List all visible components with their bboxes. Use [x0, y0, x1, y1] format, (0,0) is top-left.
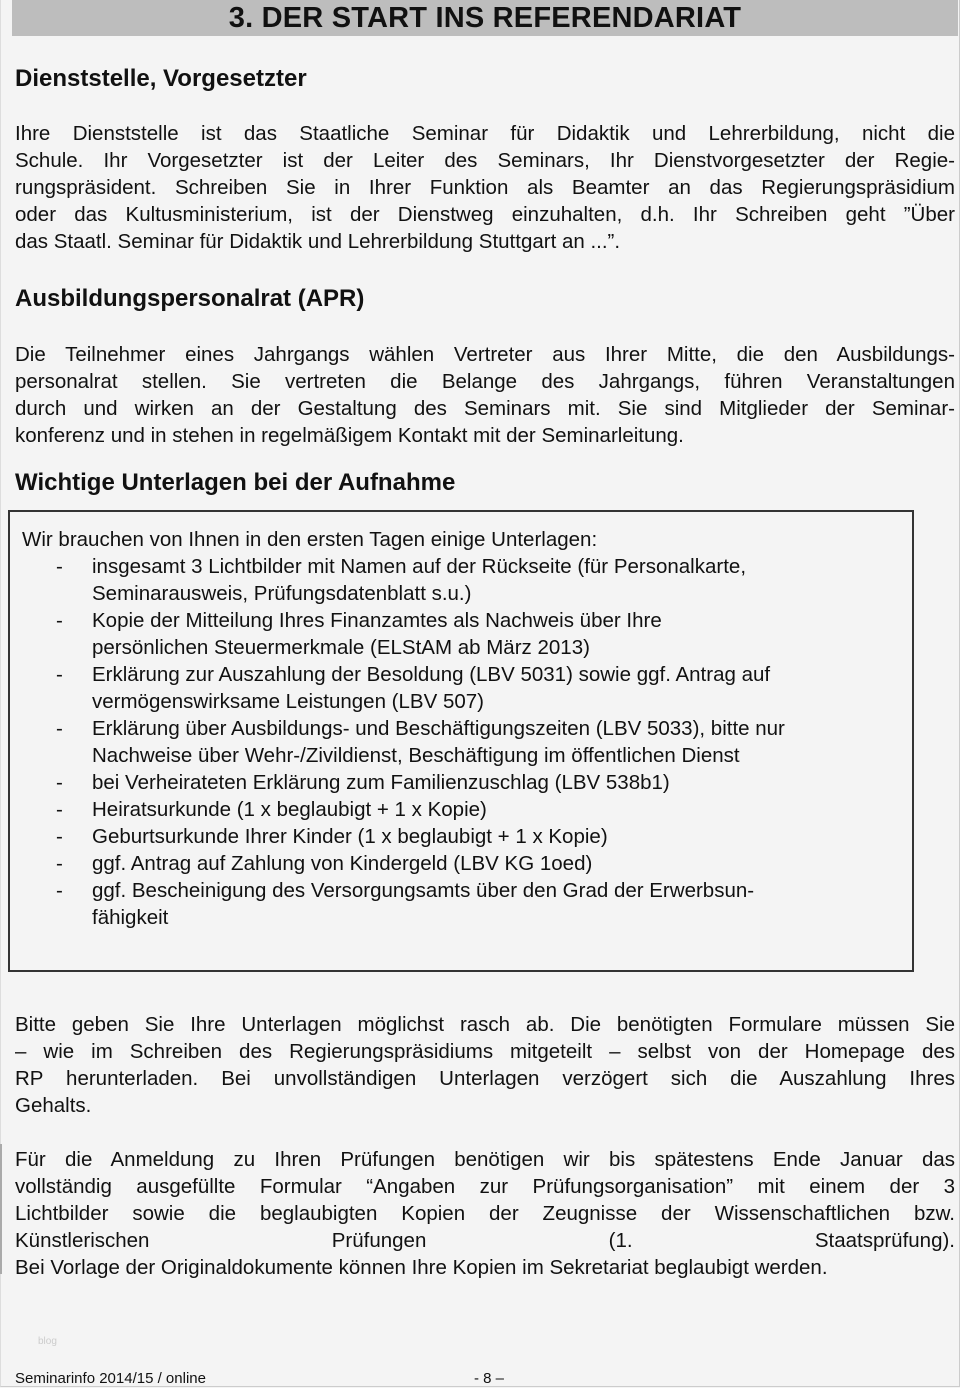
- list-item-text: bei Verheirateten Erklärung zum Familienzuschlag (LBV 538b1): [92, 771, 670, 794]
- text-line: Bitte geben Sie Ihre Unterlagen möglichst rasch ab. Die benötigten Formulare müssen Sie: [15, 1013, 955, 1036]
- list-item-text: persönlichen Steuermerkmale (ELStAM ab März 2013): [92, 636, 590, 659]
- margin-bar: [0, 1144, 2, 1274]
- list-item-text: Geburtsurkunde Ihrer Kinder (1 x beglaubigt + 1 x Kopie): [92, 825, 608, 848]
- list-item: [22, 688, 892, 715]
- list-item: [22, 634, 892, 661]
- text-line: – wie im Schreiben des Regierungspräsidiums mitgeteilt – selbst von der Homepage des: [15, 1040, 955, 1063]
- heading-dienststelle: Dienststelle, Vorgesetzter: [15, 65, 307, 92]
- heading-apr: Ausbildungspersonalrat (APR): [15, 285, 365, 312]
- bullet-dash: -: [56, 771, 63, 794]
- text-line: Künstlerischen Prüfungen (1. Staatsprüfung).: [15, 1229, 955, 1252]
- text-line: Die Teilnehmer eines Jahrgangs wählen Vertreter aus Ihrer Mitte, die den Ausbildungs-: [15, 343, 955, 366]
- list-item-text: Heiratsurkunde (1 x beglaubigt + 1 x Kopie): [92, 798, 487, 821]
- list-item: [22, 769, 892, 796]
- text-line: durch und wirken an der Gestaltung des Seminars mit. Sie sind Mitglieder der Seminar-: [15, 397, 955, 420]
- documents-intro: Wir brauchen von Ihnen in den ersten Tagen einige Unterlagen:: [22, 528, 598, 551]
- list-item-text: Erklärung zur Auszahlung der Besoldung (LBV 5031) sowie ggf. Antrag auf: [92, 663, 771, 686]
- text-line: Ihre Dienststelle ist das Staatliche Seminar für Didaktik und Lehrerbildung, nicht die: [15, 122, 955, 145]
- bullet-dash: -: [56, 555, 63, 578]
- list-item-text: insgesamt 3 Lichtbilder mit Namen auf der Rückseite (für Personalkarte,: [92, 555, 747, 578]
- list-item-text: fähigkeit: [92, 906, 169, 929]
- text-line: personalrat stellen. Sie vertreten die Belange des Jahrgangs, führen Veranstaltungen: [15, 370, 955, 393]
- bullet-dash: -: [56, 879, 63, 902]
- text-line: das Staatl. Seminar für Didaktik und Lehrerbildung Stuttgart an ...”.: [15, 230, 621, 253]
- watermark: blog: [38, 1336, 57, 1347]
- paragraph-apr: [15, 341, 955, 449]
- chapter-title: 3. DER START INS REFERENDARIAT: [12, 0, 958, 36]
- list-item-text: Seminarausweis, Prüfungsdatenblatt s.u.): [92, 582, 472, 605]
- list-item: [22, 580, 892, 607]
- text-line: rungspräsident. Schreiben Sie in Ihrer Funktion als Beamter an das Regierungspräsidium: [15, 176, 955, 199]
- list-item-text: Nachweise über Wehr-/Zivildienst, Beschäftigung im öffentlichen Dienst: [92, 744, 740, 767]
- text-line: vollständig ausgefüllte Formular “Angaben zur Prüfungsorganisation” mit einem der 3: [15, 1175, 955, 1198]
- paragraph-submission: [15, 1011, 955, 1119]
- list-item: [22, 823, 892, 850]
- bullet-dash: -: [56, 609, 63, 632]
- heading-unterlagen: Wichtige Unterlagen bei der Aufnahme: [15, 469, 456, 496]
- bullet-dash: -: [56, 798, 63, 821]
- list-item-text: ggf. Antrag auf Zahlung von Kindergeld (LBV KG 1oed): [92, 852, 593, 875]
- list-item: [22, 661, 892, 688]
- list-item-text: Kopie der Mitteilung Ihres Finanzamtes als Nachweis über Ihre: [92, 609, 662, 632]
- bullet-dash: -: [56, 825, 63, 848]
- text-line: Schule. Ihr Vorgesetzter ist der Leiter des Seminars, Ihr Dienstvorgesetzter der Regie-: [15, 149, 955, 172]
- paragraph-dienststelle: [15, 120, 955, 255]
- documents-list: [22, 526, 892, 931]
- list-item: [22, 904, 892, 931]
- list-item-text: Erklärung über Ausbildungs- und Beschäftigungszeiten (LBV 5033), bitte nur: [92, 717, 785, 740]
- list-item-text: vermögenswirksame Leistungen (LBV 507): [92, 690, 484, 713]
- text-line: Für die Anmeldung zu Ihren Prüfungen benötigen wir bis spätestens Ende Januar das: [15, 1148, 955, 1171]
- text-line: RP herunterladen. Bei unvollständigen Unterlagen verzögert sich die Auszahlung Ihres: [15, 1067, 955, 1090]
- text-line: Lichtbilder sowie die beglaubigten Kopien der Zeugnisse der Wissenschaftlichen bzw.: [15, 1202, 955, 1225]
- bullet-dash: -: [56, 717, 63, 740]
- text-line: Bei Vorlage der Originaldokumente können Ihre Kopien im Sekretariat beglaubigt werden.: [15, 1256, 828, 1279]
- list-item: [22, 553, 892, 580]
- text-line: Gehalts.: [15, 1094, 92, 1117]
- list-item: [22, 715, 892, 742]
- text-line: konferenz und in stehen in regelmäßigem Kontakt mit der Seminarleitung.: [15, 424, 684, 447]
- bullet-dash: -: [56, 852, 63, 875]
- list-item: [22, 850, 892, 877]
- footer-left: Seminarinfo 2014/15 / online: [15, 1370, 206, 1387]
- list-item: [22, 742, 892, 769]
- list-item: [22, 877, 892, 904]
- list-item: [22, 796, 892, 823]
- paragraph-exam-registration: [15, 1146, 955, 1281]
- list-item: [22, 607, 892, 634]
- bullet-dash: -: [56, 663, 63, 686]
- text-line: oder das Kultusministerium, ist der Dienstweg einzuhalten, d.h. Ihr Schreiben geht ”Über: [15, 203, 955, 226]
- list-item-text: ggf. Bescheinigung des Versorgungsamts über den Grad der Erwerbsun-: [92, 879, 755, 902]
- page-number: - 8 –: [474, 1370, 505, 1387]
